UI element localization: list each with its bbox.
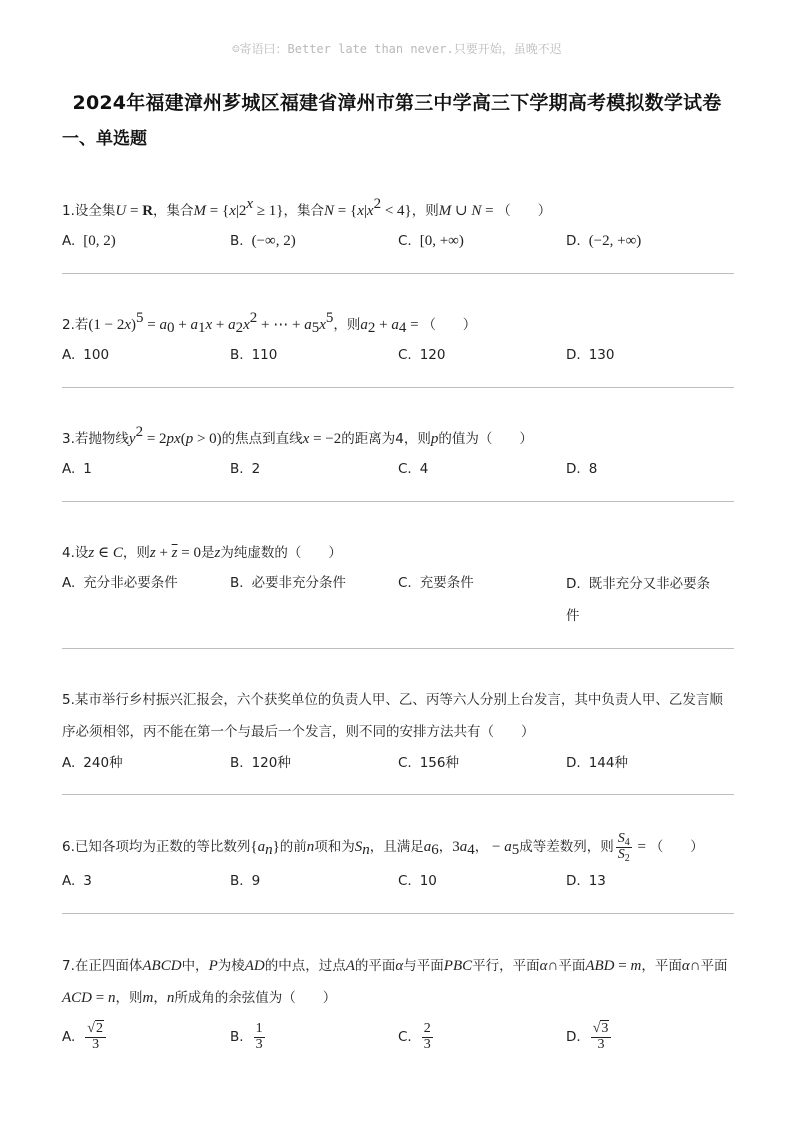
option-text: 1 — [83, 461, 92, 477]
option-text: 既非充分又非必要条件 — [566, 576, 711, 624]
stem-text: ，则 — [333, 317, 361, 333]
stem-text: ， — [153, 990, 167, 1006]
fraction: $\frac{S_4}{S_2}$ — [617, 830, 630, 864]
option-text: 9 — [251, 873, 261, 889]
option-label: B. — [230, 873, 244, 889]
option-text: 156种 — [419, 755, 459, 771]
option-label: C. — [398, 233, 412, 249]
stem-text: 为纯虚数的（ ） — [220, 545, 342, 561]
option-label: A. — [62, 755, 76, 771]
option-label: C. — [398, 347, 412, 363]
option-d[interactable] — [566, 226, 641, 256]
stem-text: 若抛物线 — [74, 431, 129, 447]
question-2-options — [62, 340, 734, 370]
question-7 — [62, 950, 734, 1060]
option-label: B. — [230, 347, 244, 363]
option-d[interactable] — [566, 866, 606, 896]
question-number: 6. — [62, 839, 75, 855]
option-a[interactable] — [62, 568, 178, 598]
question-7-stem: 7.在正四面体ABCD中，P为棱AD的中点，过点A的平面α与平面PBC平行，平面α∩平面ABD = m，平面α∩平面ACD = n，则m，n所成角的余弦值为（ ） — [62, 958, 728, 1006]
option-label: C. — [398, 1029, 412, 1045]
option-text: 13 — [588, 873, 606, 889]
stem-text: 在正四面体 — [74, 958, 143, 974]
question-4-stem: 4.设z ∈ C，则$z + \overline{z} = 0$是z为纯虚数的（ ） — [62, 545, 342, 561]
stem-text: ， — [438, 839, 453, 855]
stem-text: 中， — [181, 958, 209, 974]
stem-text: 成等差数列，则 — [519, 839, 614, 855]
stem-text: ，集合 — [153, 203, 194, 219]
option-text: 4 — [419, 461, 429, 477]
question-number: 5. — [62, 692, 75, 708]
option-label: D. — [566, 233, 581, 249]
option-label: D. — [566, 576, 581, 592]
question-3-options — [62, 454, 734, 484]
fraction-2-over-3: $\frac{2}{3}$ — [423, 1020, 431, 1052]
question-3-stem: 3.若抛物线$y^2 = 2px(p > 0)$的焦点到直线x = −2的距离为4，则p的值为（ ） — [62, 424, 533, 447]
stem-text: 与平面 — [403, 958, 444, 974]
question-5-options — [62, 748, 734, 778]
question-4-options — [62, 568, 734, 632]
option-text: (−∞, 2) — [251, 233, 296, 249]
question-1-options — [62, 226, 734, 256]
divider — [62, 501, 734, 502]
option-text: 10 — [419, 873, 437, 889]
option-label: D. — [566, 873, 581, 889]
question-6 — [62, 828, 734, 896]
question-5 — [62, 684, 734, 778]
option-label: D. — [566, 347, 581, 363]
option-label: C. — [398, 461, 412, 477]
option-a[interactable] — [62, 1014, 108, 1060]
option-text: [0, +∞) — [419, 233, 464, 249]
option-label: B. — [230, 1029, 244, 1045]
option-c[interactable] — [398, 568, 474, 598]
divider — [62, 648, 734, 649]
stem-text: 的焦点到直线 — [221, 431, 303, 447]
option-label: B. — [230, 233, 244, 249]
option-text: 120种 — [251, 755, 291, 771]
option-label: A. — [62, 347, 76, 363]
fraction-1-over-3: $\frac{1}{3}$ — [255, 1020, 263, 1052]
stem-text: 设 — [74, 545, 89, 561]
option-text: 3 — [83, 873, 92, 889]
question-6-stem: 6.已知各项均为正数的等比数列$\{a_n\}$的前n项和为$S_n$，且满足$a_6$，$3a_4$， − $a_5$成等差数列，则 $\frac{S_4}{S_2}$ = （ ） — [62, 830, 704, 864]
stem-text: 的平面 — [354, 958, 396, 974]
question-2-stem: 2.若$(1 - 2x)^5 = a_0 + a_1x + a_2x^2$ + ⋯ + $a_5x^5$，则$a_2 + a_4$ = （ ） — [62, 310, 477, 336]
stem-text: 平面 — [700, 958, 728, 974]
option-label: C. — [398, 575, 412, 591]
option-b[interactable] — [230, 226, 296, 256]
option-label: A. — [62, 1029, 76, 1045]
option-c[interactable] — [398, 748, 459, 778]
option-label: B. — [230, 755, 244, 771]
stem-text: ，则 — [122, 545, 150, 561]
question-1 — [62, 196, 734, 256]
stem-text: ，集合 — [283, 203, 325, 219]
question-1-stem: 1.设全集U = R，集合$M = \{x|2^x \ge 1\}$，集合$N = \{x|x^2 < 4\}$，则M ∪ N = （ ） — [62, 196, 552, 219]
option-text: 8 — [588, 461, 598, 477]
option-c[interactable] — [398, 454, 428, 484]
option-label: D. — [566, 461, 581, 477]
option-text: [0, 2) — [83, 233, 116, 249]
question-number: 4. — [62, 545, 75, 561]
question-2 — [62, 310, 734, 370]
stem-text: （ ） — [649, 839, 704, 855]
option-label: A. — [62, 873, 76, 889]
option-text: 110 — [251, 347, 278, 363]
stem-text: 设全集 — [74, 203, 116, 219]
option-text: 充要条件 — [419, 575, 474, 591]
stem-text: ，则 — [411, 203, 439, 219]
option-c[interactable] — [398, 340, 446, 370]
option-label: A. — [62, 575, 76, 591]
option-b[interactable] — [230, 340, 277, 370]
option-b[interactable] — [230, 568, 346, 598]
stem-text: 若 — [74, 317, 89, 333]
stem-text: 某市举行乡村振兴汇报会，六个获奖单位的负责人甲、乙、丙等六人分别上台发言，其中负责人甲、乙发言顺序必须相邻，丙不能在第一个与最后一个发言，则不同的安排方法共有（ ） — [62, 692, 723, 740]
option-label: C. — [398, 873, 412, 889]
option-d[interactable] — [566, 340, 614, 370]
option-a[interactable] — [62, 226, 116, 256]
option-c[interactable] — [398, 226, 464, 256]
option-c[interactable] — [398, 1014, 435, 1060]
option-text: 240种 — [83, 755, 123, 771]
stem-text: （ ） — [422, 317, 477, 333]
stem-text: 项和为 — [314, 839, 355, 855]
question-5-stem — [62, 684, 734, 748]
fraction-sqrt3-over-3: $\frac{√3}{3}$ — [591, 1022, 612, 1052]
option-label: D. — [566, 755, 581, 771]
divider — [62, 273, 734, 274]
stem-text: ，且满足 — [369, 839, 424, 855]
option-b[interactable] — [230, 748, 291, 778]
option-text: 100 — [83, 347, 110, 363]
option-label: C. — [398, 755, 412, 771]
document-title: 2024年福建漳州芗城区福建省漳州市第三中学高三下学期高考模拟数学试卷 — [72, 92, 722, 114]
option-b[interactable] — [230, 1014, 267, 1060]
option-b[interactable] — [230, 454, 260, 484]
stem-text: 已知各项均为正数的等比数列 — [74, 839, 251, 855]
stem-text: 为棱 — [217, 958, 245, 974]
stem-text: 平行，平面 — [472, 958, 540, 974]
section-title: 一、单选题 — [62, 129, 147, 149]
option-text: 144种 — [588, 755, 628, 771]
option-label: B. — [230, 575, 244, 591]
stem-text: ，平面 — [641, 958, 682, 974]
option-a[interactable] — [62, 748, 123, 778]
question-number: 1. — [62, 203, 75, 219]
divider — [62, 387, 734, 388]
stem-text: 的值为（ ） — [438, 431, 533, 447]
option-text: 必要非充分条件 — [251, 575, 347, 591]
option-a[interactable] — [62, 454, 92, 484]
divider — [62, 913, 734, 914]
divider — [62, 794, 734, 795]
stem-text: （ ） — [497, 203, 552, 219]
question-4 — [62, 538, 734, 632]
question-number: 2. — [62, 317, 75, 333]
option-label: A. — [62, 233, 76, 249]
option-b[interactable] — [230, 866, 260, 896]
option-text: 120 — [419, 347, 446, 363]
option-label: B. — [230, 461, 244, 477]
option-d[interactable] — [566, 748, 628, 778]
option-text: 130 — [588, 347, 615, 363]
stem-text: 是 — [200, 545, 215, 561]
question-number: 7. — [62, 958, 75, 974]
option-text: 充分非必要条件 — [83, 575, 178, 591]
stem-text: ， — [474, 839, 489, 855]
option-a[interactable] — [62, 866, 92, 896]
option-label: A. — [62, 461, 76, 477]
header-motto: ☺寄语曰：Better late than never.只要开始，虽晚不迟 — [232, 42, 562, 56]
option-text: (−2, +∞) — [588, 233, 642, 249]
stem-text: ，则 — [115, 990, 143, 1006]
stem-text: 平面 — [558, 958, 586, 974]
option-text: 2 — [251, 461, 261, 477]
option-d[interactable] — [566, 454, 597, 484]
option-d[interactable] — [566, 568, 716, 632]
fraction-sqrt2-over-3: $\frac{√2}{3}$ — [85, 1022, 106, 1052]
option-a[interactable] — [62, 340, 109, 370]
stem-text: 的距离为4，则 — [341, 431, 431, 447]
option-c[interactable] — [398, 866, 437, 896]
question-6-options — [62, 866, 734, 896]
option-d[interactable] — [566, 1014, 613, 1060]
option-label: D. — [566, 1029, 581, 1045]
stem-text: 的前 — [279, 839, 307, 855]
question-7-options — [62, 1014, 734, 1060]
stem-text: 的中点，过点 — [264, 958, 346, 974]
question-3 — [62, 424, 734, 484]
question-number: 3. — [62, 431, 75, 447]
stem-text: 所成角的余弦值为（ ） — [174, 990, 337, 1006]
